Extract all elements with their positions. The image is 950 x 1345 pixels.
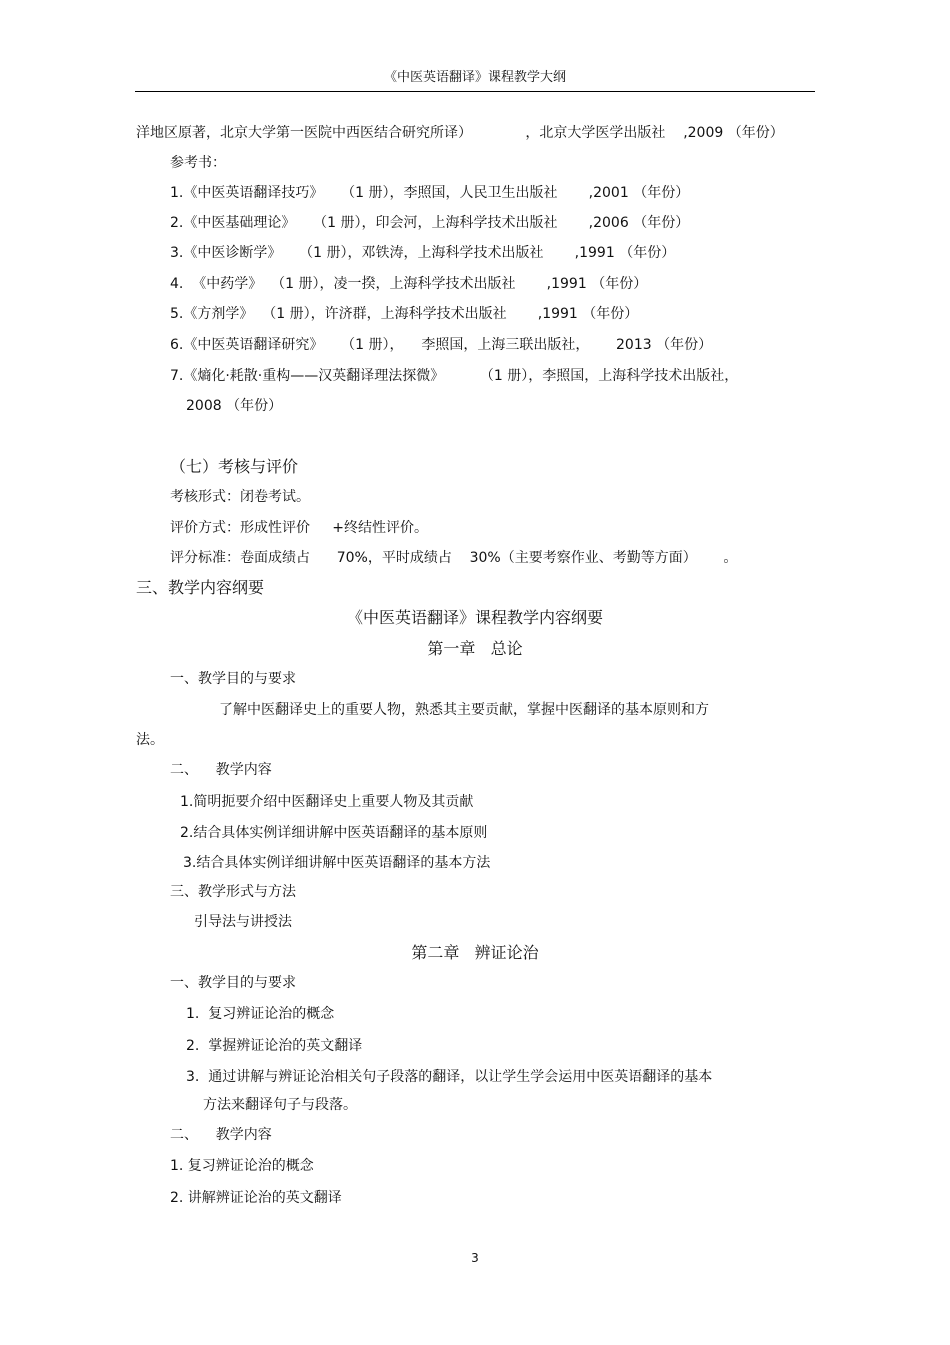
ch2-content-item-1: 1. 复习辨证论治的概念 [170, 1158, 314, 1174]
page-header: 《中医英语翻译》课程教学大纲 [383, 70, 566, 85]
section-three-heading: 三、教学内容纲要 [136, 578, 265, 597]
ch1-objectives-text: 了解中医翻译史上的重要人物，熟悉其主要贡献，掌握中医翻译的基本原则和方 [219, 702, 709, 718]
reference-item-2: 2.《中医基础理论》 （1 册），印会河，上海科学技术出版社 ,2006 （年份） [170, 215, 690, 231]
outline-title: 《中医英语翻译》课程教学内容纲要 [346, 608, 603, 627]
ch2-objective-3-cont: 方法来翻译句子与段落。 [203, 1097, 357, 1113]
chapter-1-title: 第一章 总论 [427, 639, 523, 658]
page-number: 3 [471, 1251, 479, 1265]
ch1-objectives-heading: 一、教学目的与要求 [170, 671, 296, 687]
reference-item-1: 1.《中医英语翻译技巧》 （1 册），李照国，人民卫生出版社 ,2001 （年份） [170, 185, 690, 201]
ch2-objectives-heading: 一、教学目的与要求 [170, 975, 296, 991]
ch1-content-item-1: 1.简明扼要介绍中医翻译史上重要人物及其贡献 [180, 794, 474, 810]
chapter-2-title: 第二章 辨证论治 [411, 943, 539, 962]
section-assessment-heading: （七）考核与评价 [170, 457, 299, 476]
reference-item-7-year: 2008 （年份） [186, 398, 283, 414]
ch1-content-item-2: 2.结合具体实例详细讲解中医英语翻译的基本原则 [180, 825, 488, 841]
assessment-method: 评价方式：形成性评价 +终结性评价。 [170, 520, 428, 536]
ch1-content-item-3: 3.结合具体实例详细讲解中医英语翻译的基本方法 [183, 855, 491, 871]
ch1-method-heading: 三、教学形式与方法 [170, 884, 296, 900]
ch1-method-text: 引导法与讲授法 [194, 914, 292, 930]
ch2-content-item-2: 2. 讲解辨证论治的英文翻译 [170, 1190, 342, 1206]
reference-item-3: 3.《中医诊断学》 （1 册），邓铁涛，上海科学技术出版社 ,1991 （年份） [170, 245, 676, 261]
reference-item-5: 5.《方剂学》 （1 册），许济群，上海科学技术出版社 ,1991 （年份） [170, 306, 639, 322]
reference-books-label: 参考书： [170, 155, 226, 171]
assessment-format: 考核形式：闭卷考试。 [170, 489, 310, 505]
reference-item-6: 6.《中医英语翻译研究》 （1 册）， 李照国，上海三联出版社， 2013 （年份） [170, 337, 713, 353]
reference-item-7: 7.《熵化·耗散·重构——汉英翻译理法探微》 （1 册），李照国，上海科学技术出版社， [170, 368, 739, 384]
reference-item-4: 4. 《中药学》 （1 册），凌一揆，上海科学技术出版社 ,1991 （年份） [170, 276, 648, 292]
ch1-objectives-text-end: 法。 [136, 732, 164, 748]
reference-continuation: 洋地区原著，北京大学第一医院中西医结合研究所译） ，北京大学医学出版社 ,2009 （年份） [136, 125, 784, 141]
ch2-content-heading: 二、 教学内容 [170, 1127, 272, 1143]
ch2-objective-3: 3. 通过讲解与辨证论治相关句子段落的翻译，以让学生学会运用中医英语翻译的基本 [186, 1069, 713, 1085]
ch1-content-heading: 二、 教学内容 [170, 762, 272, 778]
assessment-standard: 评分标准：卷面成绩占 70%，平时成绩占 30%（主要考察作业、考勤等方面） 。 [170, 550, 738, 566]
ch2-objective-1: 1. 复习辨证论治的概念 [186, 1006, 335, 1022]
header-rule [135, 91, 815, 92]
ch2-objective-2: 2. 掌握辨证论治的英文翻译 [186, 1038, 363, 1054]
